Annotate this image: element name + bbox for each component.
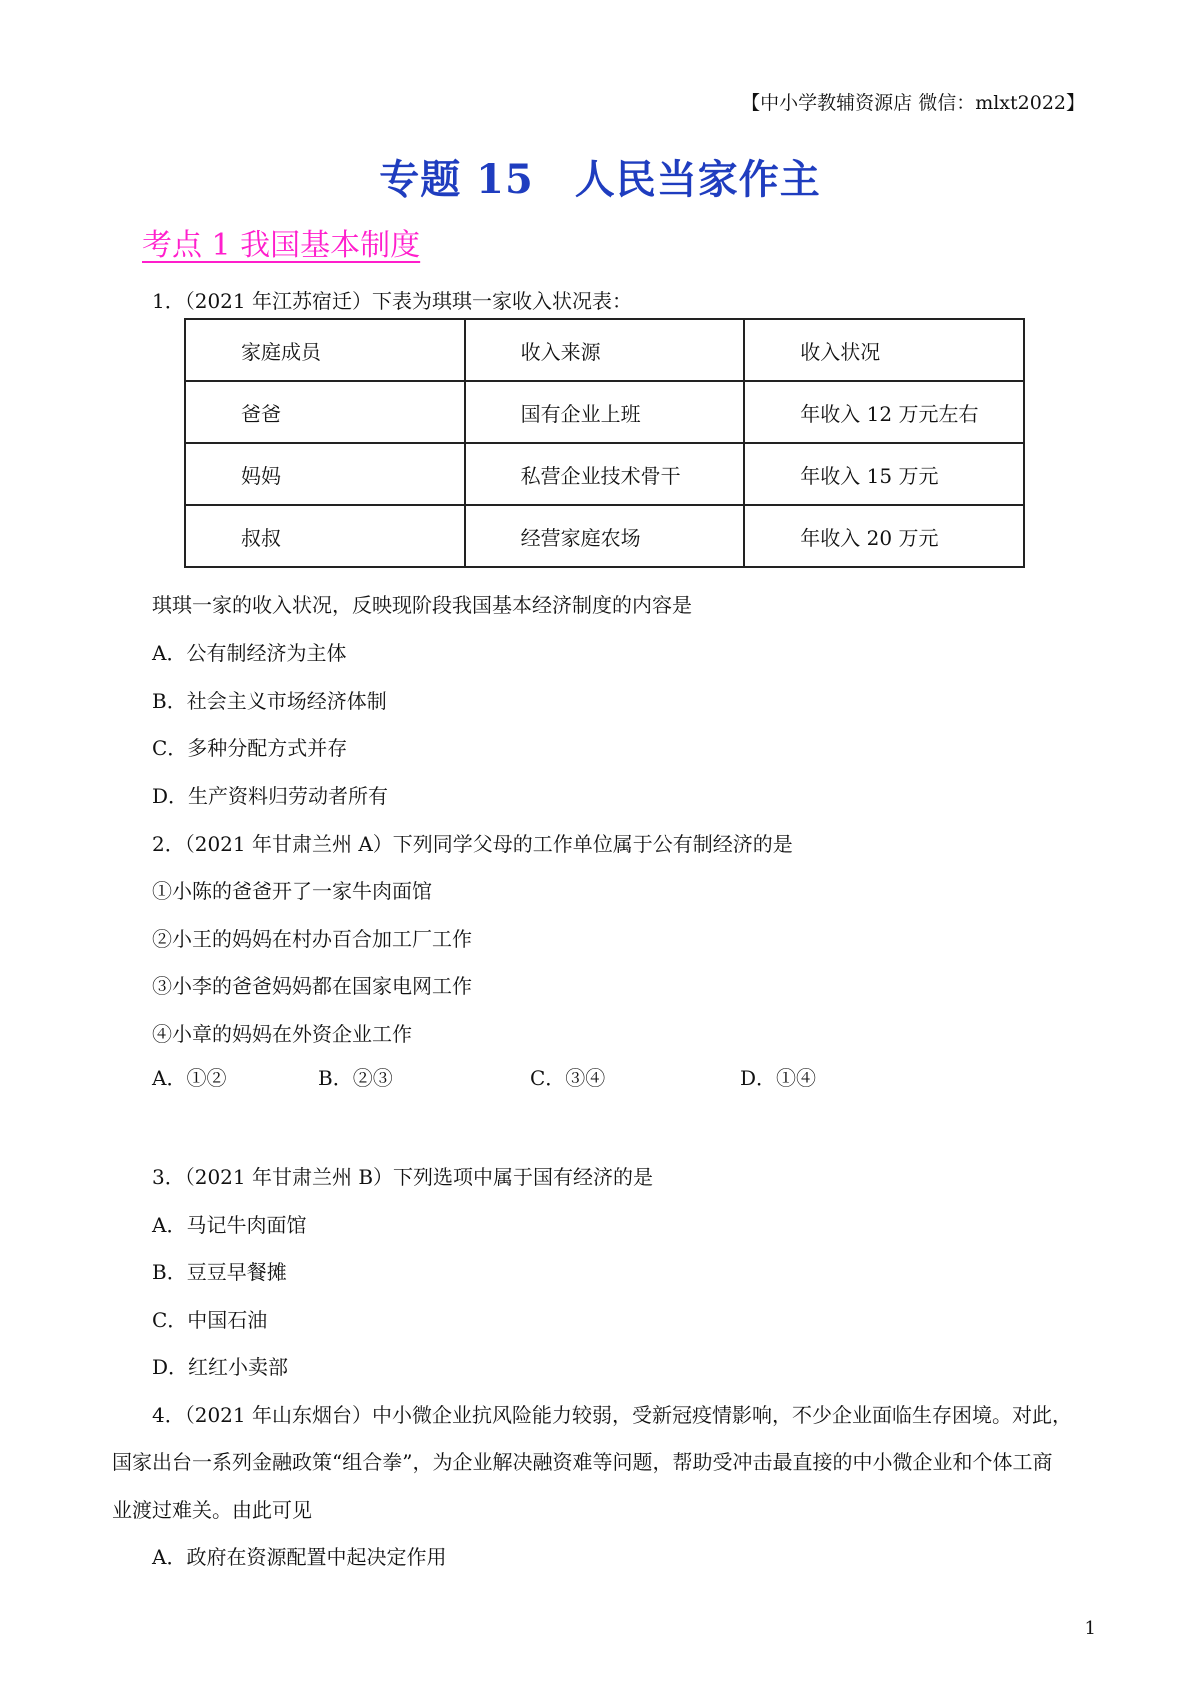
- q2-stem: 2．（2021 年甘肃兰州 A）下列同学父母的工作单位属于公有制经济的是: [152, 832, 793, 856]
- q1-option-d: D．生产资料归劳动者所有: [152, 784, 389, 808]
- q2-option-b: B．②③: [318, 1066, 393, 1090]
- table-cell: 年收入 20 万元: [744, 505, 1024, 567]
- q3-option-b: B．豆豆早餐摊: [152, 1260, 287, 1284]
- header-note: 【中小学教辅资源店 微信：mlxt2022】: [741, 92, 1085, 114]
- q4-stem-line: 4．（2021 年山东烟台）中小微企业抗风险能力较弱，受新冠疫情影响，不少企业面临生存困境。对此，: [152, 1403, 1072, 1427]
- table-cell: 妈妈: [185, 443, 465, 505]
- table-cell: 年收入 12 万元左右: [744, 381, 1024, 443]
- q4-stem-line: 国家出台一系列金融政策“组合拳”，为企业解决融资难等问题，帮助受冲击最直接的中小微企业和个体工商: [112, 1450, 1053, 1474]
- q1-option-c: C．多种分配方式并存: [152, 736, 348, 760]
- q2-item: ②小王的妈妈在村办百合加工厂工作: [152, 927, 472, 951]
- q1-option-a: A．公有制经济为主体: [152, 641, 347, 665]
- table-cell: 私营企业技术骨干: [465, 443, 745, 505]
- table-row: [185, 443, 1024, 505]
- q2-option-c: C．③④: [530, 1066, 606, 1090]
- q2-option-a: A．①②: [152, 1066, 227, 1090]
- table-header-cell: 收入状况: [744, 319, 1024, 381]
- q4-option-a: A．政府在资源配置中起决定作用: [152, 1545, 447, 1569]
- page-number: 1: [1084, 1618, 1096, 1639]
- q3-option-c: C．中国石油: [152, 1308, 268, 1332]
- q2-option-d: D．①④: [740, 1066, 817, 1090]
- table-cell: 年收入 15 万元: [744, 443, 1024, 505]
- table-row: [185, 381, 1024, 443]
- q2-item: ③小李的爸爸妈妈都在国家电网工作: [152, 974, 472, 998]
- q4-stem-line: 业渡过难关。由此可见: [112, 1498, 312, 1522]
- section-heading: 考点 1 我国基本制度: [142, 228, 421, 263]
- q1-option-b: B．社会主义市场经济体制: [152, 689, 387, 713]
- table-cell: 爸爸: [185, 381, 465, 443]
- q1-stem: 1．（2021 年江苏宿迁）下表为琪琪一家收入状况表：: [152, 289, 632, 313]
- q3-stem: 3．（2021 年甘肃兰州 B）下列选项中属于国有经济的是: [152, 1165, 654, 1189]
- table-row: [185, 505, 1024, 567]
- q3-option-d: D．红红小卖部: [152, 1355, 289, 1379]
- income-table: [184, 318, 1025, 568]
- q2-item: ①小陈的爸爸开了一家牛肉面馆: [152, 879, 432, 903]
- table-header-cell: 收入来源: [465, 319, 745, 381]
- table-cell: 国有企业上班: [465, 381, 745, 443]
- table-cell: 叔叔: [185, 505, 465, 567]
- q1-question: 琪琪一家的收入状况，反映现阶段我国基本经济制度的内容是: [152, 593, 692, 617]
- q3-option-a: A．马记牛肉面馆: [152, 1213, 307, 1237]
- q2-item: ④小章的妈妈在外资企业工作: [152, 1022, 412, 1046]
- table-cell: 经营家庭农场: [465, 505, 745, 567]
- table-header-cell: 家庭成员: [185, 319, 465, 381]
- document-title: 专题 15 人民当家作主: [379, 156, 821, 203]
- table-header-row: [185, 319, 1024, 381]
